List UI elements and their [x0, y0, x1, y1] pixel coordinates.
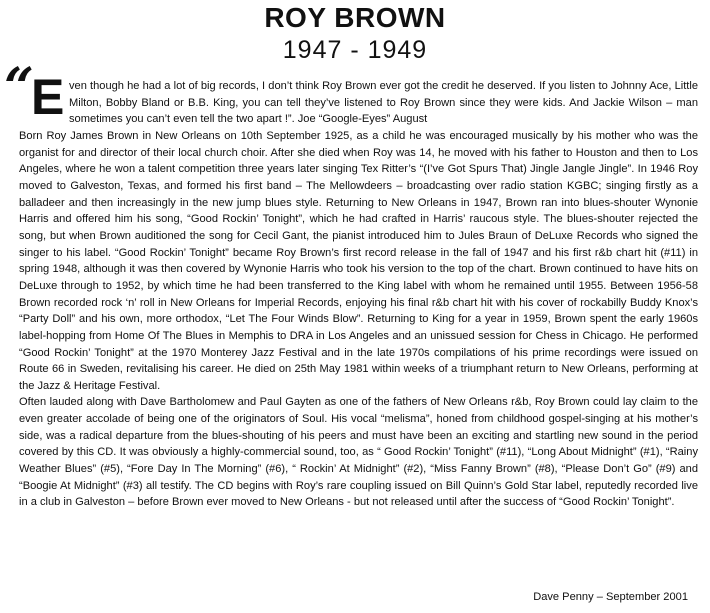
author-signature: Dave Penny – September 2001	[533, 591, 688, 603]
quote-mark: “	[4, 57, 34, 118]
drop-cap: E	[31, 69, 65, 125]
intro-quote-paragraph: ven though he had a lot of big records, I don’t think Roy Brown ever got the credit he deserved. If you listen to Johnny Ace, Little Milton, Bobby Bland or B.B. King, you can tell they’ve listened to Roy Brown since they were kids. And Jackie Wilson – man sometimes you can’t even tell the two apart !”. Joe “Google-Eyes” August	[69, 80, 698, 126]
article-body	[19, 78, 698, 511]
appraisal-paragraph: Often lauded along with Dave Bartholomew and Paul Gayten as one of the fathers of New Orleans r&b, Roy Brown could lay claim to the even greater accolade of being one of the originators of Soul. His vocal “melisma”, honed from childhood gospel-singing at his mother’s side, was a radical departure from the blues-shouting of his peers and must have been an exciting and startling new sound in the period covered by this CD. It was obviously a highly-commercial sound, too, as “ Good Rockin’ Tonight” (#11), “Long About Midnight” (#1), “Rainy Weather Blues” (#5), “Fore Day In The Morning” (#6), “ Rockin’ At Midnight” (#2), “Miss Fanny Brown” (#8), “Please Don’t Go” (#9) and “Boogie At Midnight” (#3) all testify. The CD begins with Roy’s rare coupling issued on Bill Quinn’s Gold Star label, reputedly recorded live in a club in Galveston – before Brown ever moved to New Orleans - but not released until after the success of “Good Rockin’ Tonight”.	[19, 396, 698, 509]
biography-paragraph: Born Roy James Brown in New Orleans on 10th September 1925, as a child he was encouraged musically by his mother who was the organist for and director of their local church choir. After she died when Roy was 14, he moved with his father to Houston and then to Los Angeles, where he won a talent competition three years later singing Tex Ritter’s “(I’ve Got Spurs That) Jingle Jangle Jingle”. In 1946 Roy moved to Galveston, Texas, and formed his first band – The Mellowdeers – broadcasting over radio station KGBC; singing firstly as a balladeer and then increasingly in the new jump blues style. Returning to New Orleans in 1947, Brown ran into blues-shouter Wynonie Harris and offered him his song, “Good Rockin’ Tonight”, which he had crafted in Harris’ raucous style. The blues-shouter rejected the song, but when Brown auditioned the song for Cecil Gant, the pianist introduced him to Jules Braun of DeLuxe Records who signed the singer to his label. “Good Rockin’ Tonight” became Roy Brown’s first record release in the fall of 1947 and his first r&b chart hit (#11) in spring 1948, although it was then covered by Wynonie Harris who took his version to the top of the chart. Brown continued to have hits on DeLuxe through to 1952, by which time he had been transferred to the King label with whom he remained until 1955. Between 1956-58 Brown recorded rock ‘n’ roll in New Orleans for Imperial Records, enjoying his final r&b chart hit with his cover of rockabilly Buddy Knox’s “Party Doll” and his own, more orthodox, “Let The Four Winds Blow”. Returning to King for a year in 1959, Brown spent the early 1960s label-hopping from Home Of The Blues in Memphis to DRA in Los Angeles and an unissued session for Chess in Chicago. He performed “Good Rockin’ Tonight” at the 1970 Monterey Jazz Festival and in the late 1970s compilations of his prime recordings were issued on Route 66 in Sweden, revitalising his career. He died on 25th May 1981 within weeks of a triumphant return to New Orleans, performing at the Jazz & Heritage Festival.	[19, 129, 698, 392]
page-subtitle-years: 1947 - 1949	[282, 36, 428, 64]
page-title: ROY BROWN	[264, 2, 446, 33]
